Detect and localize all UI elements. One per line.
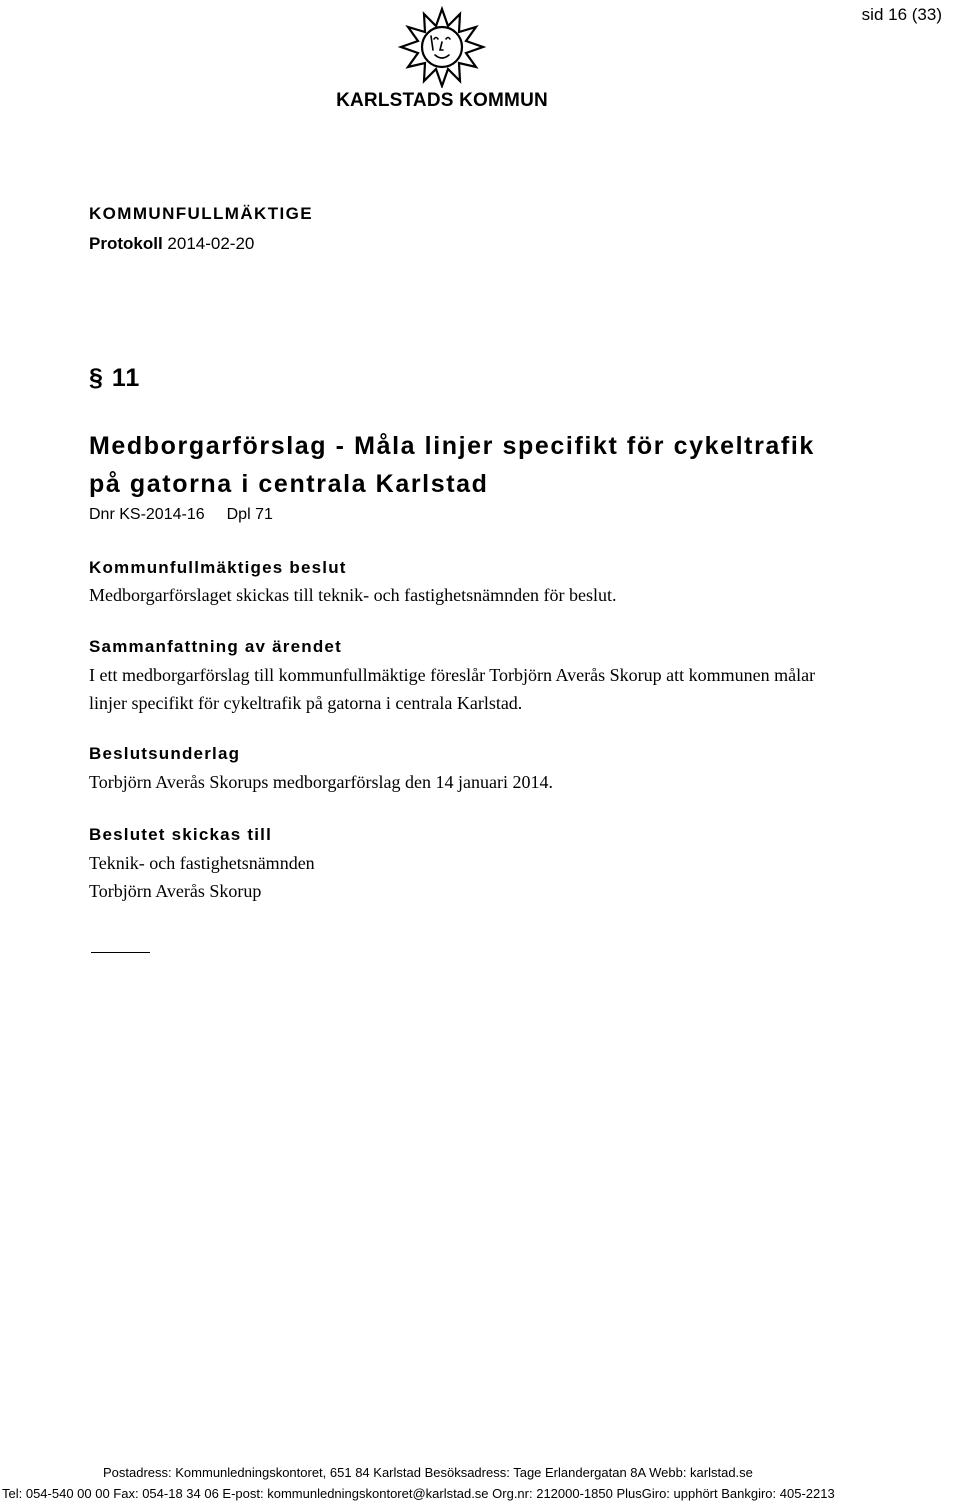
dnr: Dnr KS-2014-16 bbox=[89, 506, 205, 523]
summary-heading: Sammanfattning av ärendet bbox=[89, 637, 342, 656]
logo-text: KARLSTADS KOMMUN bbox=[336, 90, 548, 111]
sent-to-recipient: Torbjörn Averås Skorup bbox=[89, 881, 262, 901]
footer-address: Postadress: Kommunledningskontoret, 651 84 Karlstad Besöksadress: Tage Erlandergatan 8A Webb: karlstad.se bbox=[103, 1465, 753, 1480]
reference-line bbox=[89, 506, 273, 524]
dpl: Dpl 71 bbox=[226, 506, 273, 523]
section-number: § 11 bbox=[89, 364, 141, 392]
decision-heading: Kommunfullmäktiges beslut bbox=[89, 558, 347, 577]
protocol-date: 2014-02-20 bbox=[167, 234, 255, 253]
page-number: sid 16 (33) bbox=[861, 5, 942, 24]
protocol-line bbox=[89, 234, 254, 254]
footer-contact: Tel: 054-540 00 00 Fax: 054-18 34 06 E-post: kommunledningskontoret@karlstad.se Org.nr: 212000-1850 PlusGiro: upphört Bankgiro: 405-2213 bbox=[2, 1486, 835, 1501]
protocol-label: Protokoll bbox=[89, 234, 163, 253]
sent-to-heading: Beslutet skickas till bbox=[89, 825, 272, 844]
page-title: Medborgarförslag - Måla linjer specifikt för cykeltrafik på gatorna i centrala Karlstad bbox=[89, 432, 815, 498]
divider bbox=[91, 952, 150, 953]
summary-text: I ett medborgarförslag till kommunfullmäktige föreslår Torbjörn Averås Skorup att kommunen målar linjer specifikt för cykeltrafik på gatorna i centrala Karlstad. bbox=[89, 665, 816, 713]
sent-to-recipient: Teknik- och fastighetsnämnden bbox=[89, 853, 315, 873]
basis-heading: Beslutsunderlag bbox=[89, 744, 241, 763]
logo bbox=[328, 6, 558, 114]
decision-text: Medborgarförslaget skickas till teknik- och fastighetsnämnden för beslut. bbox=[89, 585, 617, 605]
basis-text: Torbjörn Averås Skorups medborgarförslag den 14 januari 2014. bbox=[89, 772, 553, 792]
organisation-heading: KOMMUNFULLMÄKTIGE bbox=[89, 204, 313, 223]
sun-logo-icon bbox=[398, 6, 486, 88]
